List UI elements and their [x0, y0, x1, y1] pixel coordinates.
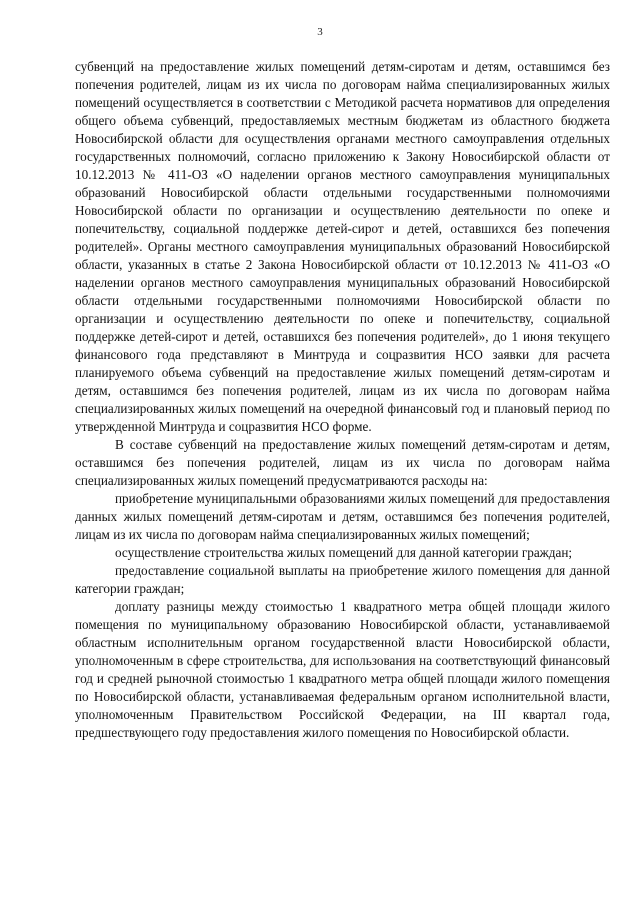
paragraph-3: приобретение муниципальными образованиями жилых помещений для предоставления данных жилых помещений детям-сиротам и детям, оставшимся без попечения родителей, лицам из их числа по договорам найма специализированных жилых помещений;: [75, 491, 610, 542]
page-number: 3: [317, 26, 323, 38]
paragraph-5: предоставление социальной выплаты на приобретение жилого помещения для данной категории граждан;: [75, 563, 610, 596]
paragraph-6: доплату разницы между стоимостью 1 квадратного метра общей площади жилого помещения по муниципальному образованию Новосибирской области, устанавливаемой областным исполнительным органом государственной власти Новосибирской области, уполномоченным в сфере строительства, для использования на соответствующий финансовый год и средней рыночной стоимостью 1 квадратного метра общей площади жилого помещения по Новосибирской области, устанавливаемая федеральным органом исполнительной власти, уполномоченным Правительством Российской Федерации, на III квартал года, предшествующего году предоставления жилого помещения по Новосибирской области.: [75, 599, 610, 740]
paragraph-2: В составе субвенций на предоставление жилых помещений детям-сиротам и детям, оставшимся без попечения родителей, лицам из их числа по договорам найма специализированных жилых помещений предусматриваются расходы на:: [75, 437, 610, 488]
paragraph-4: осуществление строительства жилых помещений для данной категории граждан;: [115, 545, 573, 560]
paragraph-1: субвенций на предоставление жилых помещений детям-сиротам и детям, оставшимся без попечения родителей, лицам из их числа по договорам найма специализированных жилых помещений осуществляется в соответствии с Методикой расчета нормативов для определения общего объема субвенций, предоставляемых местным бюджетам из областного бюджета Новосибирской области для осуществления органами местного самоуправления отдельных государственных полномочий, согласно приложению к Закону Новосибирской области от 10.12.2013 № 411-ОЗ «О наделении органов местного самоуправления муниципальных образований Новосибирской области отдельными государственными полномочиями Новосибирской области по организации и осуществлению деятельности по опеке и попечительству, социальной поддержке детей-сирот и детей, оставшихся без попечения родителей». Органы местного самоуправления муниципальных образований Новосибирской области, указанных в статье 2 Закона Новосибирской области от 10.12.2013 № 411-ОЗ «О наделении органов местного самоуправления муниципальных образований Новосибирской области отдельными государственными полномочиями Новосибирской области по организации и осуществлению деятельности по опеке и попечительству, социальной поддержке детей-сирот и детей, оставшихся без попечения родителей», до 1 июня текущего финансового года представляют в Минтруда и соцразвития НСО заявки для расчета планируемого объема субвенций на предоставление жилых помещений детям-сиротам и детям, оставшимся без попечения родителей, лицам из их числа по договорам найма специализированных жилых помещений на очередной финансовый год и плановый период по утвержденной Минтруда и соцразвития НСО форме.: [75, 59, 610, 434]
document-body: [75, 58, 610, 742]
